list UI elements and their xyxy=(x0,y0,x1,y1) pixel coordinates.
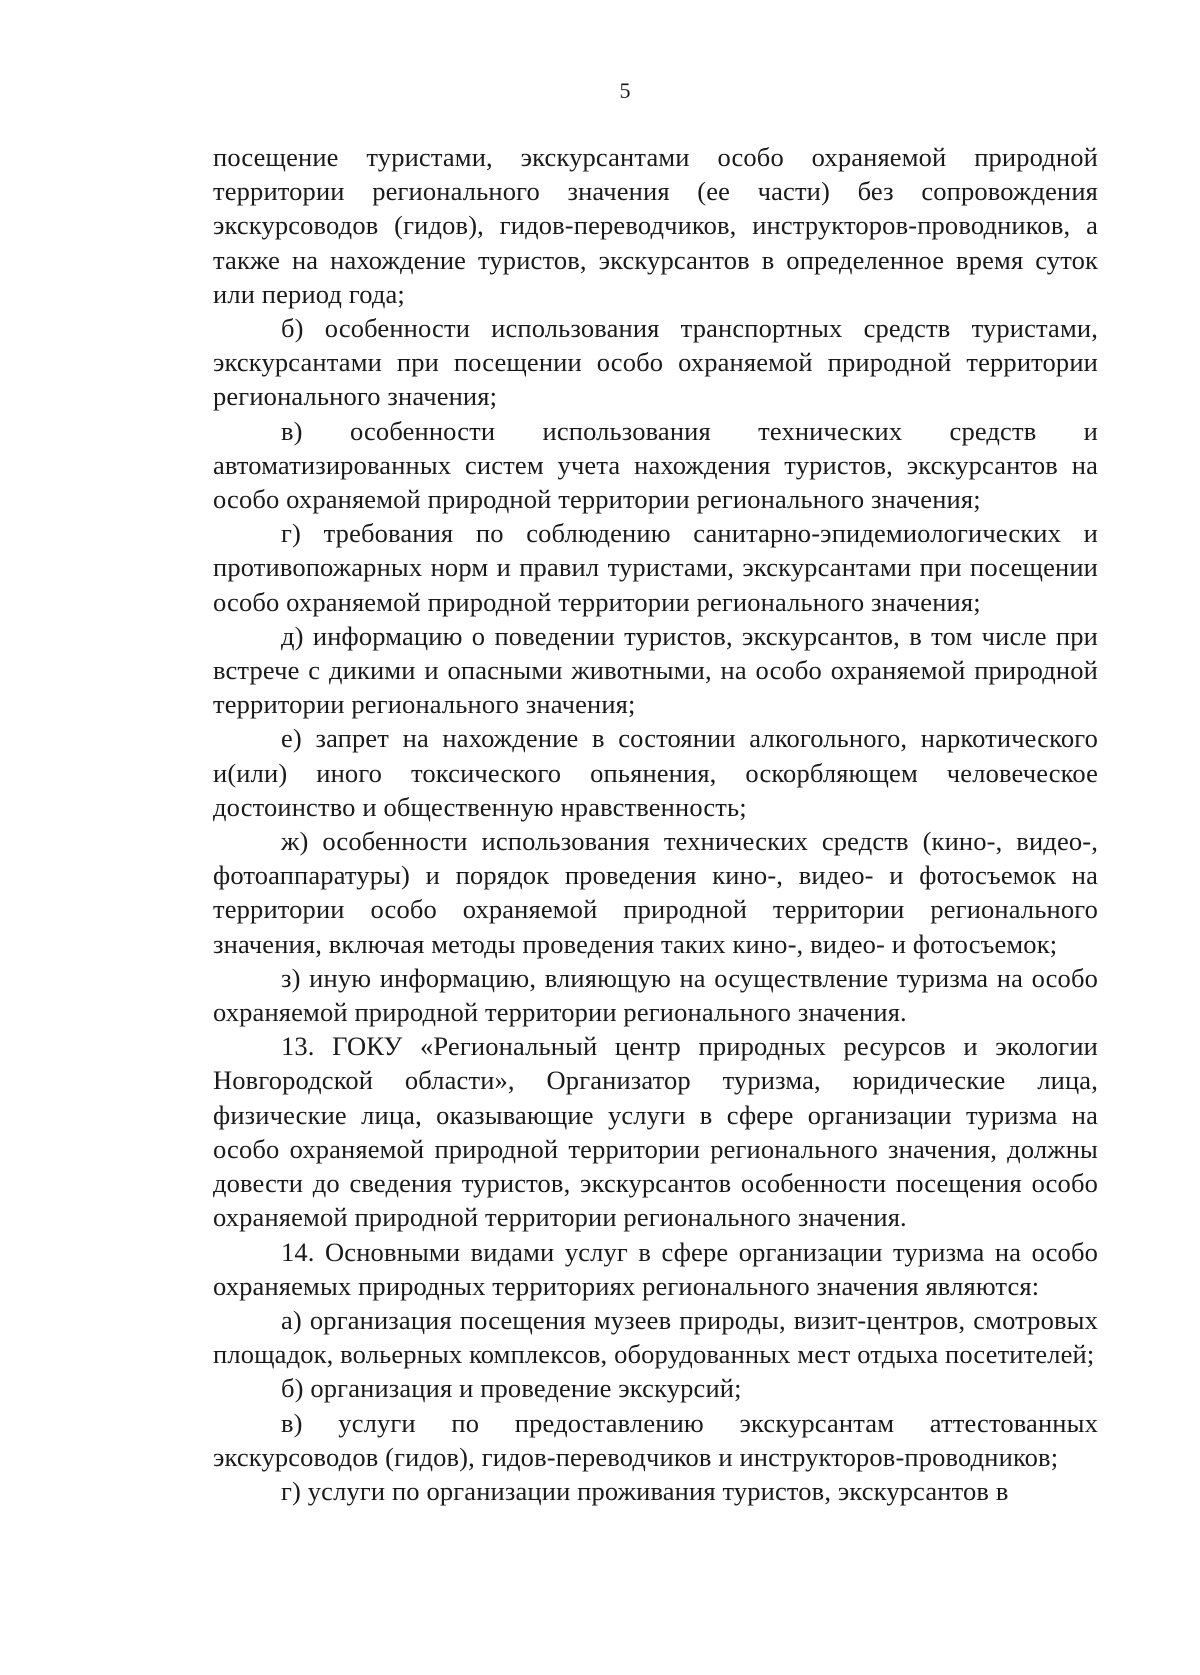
list-item-g-sanitary-requirements: г) требования по соблюдению санитарно-эпидемиологических и противопожарных норм и правил туристами, экскурсантами при посещении особо охраняемой природной территории регионального значения; xyxy=(213,518,1098,617)
list-item-a-visits: а) организация посещения музеев природы, визит-центров, смотровых площадок, вольерных комплексов, оборудованных мест отдыха посетителей; xyxy=(213,1304,1098,1370)
page-number: 5 xyxy=(619,78,631,103)
list-item-v-technical-means: в) особенности использования технических средств и автоматизированных систем учета нахождения туристов, экскурсантов на особо охраняемой природной территории регионального значения; xyxy=(213,415,1098,515)
paragraph-continuation: посещение туристами, экскурсантами особо охраняемой природной территории регионального значения (ее части) без сопровождения экскурсоводов (гидов), гидов-переводчиков, инструкторов-проводников, а также на нахождение туристов, экскурсантов в определенное время суток или период года; xyxy=(213,142,1098,309)
list-item-b-transport: б) особенности использования транспортных средств туристами, экскурсантами при посещении особо охраняемой природной территории регионального значения; xyxy=(213,313,1098,412)
list-item-e-intoxication-ban: е) запрет на нахождение в состоянии алкогольного, наркотического и(или) иного токсического опьянения, оскорбляющем человеческое достоинство и общественную нравственность; xyxy=(213,723,1098,822)
document-body xyxy=(213,140,1098,1508)
clause-13: 13. ГОКУ «Региональный центр природных ресурсов и экологии Новгородской области», Организатор туризма, юридические лица, физические лица, оказывающие услуги в сфере организации туризма на особо охраняемой природной территории регионального значения, должны довести до сведения туристов, экскурсантов особенности посещения особо охраняемой природной территории регионального значения. xyxy=(213,1031,1098,1233)
list-item-d-behavior-info: д) информацию о поведении туристов, экскурсантов, в том числе при встрече с дикими и опасными животными, на особо охраняемой природной территории регионального значения; xyxy=(213,620,1098,720)
list-item-g-accommodation: г) услуги по организации проживания туристов, экскурсантов в xyxy=(281,1475,1009,1506)
clause-14: 14. Основными видами услуг в сфере организации туризма на особо охраняемых природных территориях регионального значения являются: xyxy=(213,1236,1098,1301)
list-item-z-other-info: з) иную информацию, влияющую на осуществление туризма на особо охраняемой природной территории регионального значения. xyxy=(213,962,1098,1028)
list-item-zh-filming: ж) особенности использования технических средств (кино-, видео-, фотоаппаратуры) и порядок проведения кино-, видео- и фотосъемок на территории особо охраняемой природной территории регионального значения, включая методы проведения таких кино-, видео- и фотосъемок; xyxy=(213,826,1098,959)
list-item-v-guides: в) услуги по предоставлению экскурсантам аттестованных экскурсоводов (гидов), гидов-переводчиков и инструкторов-проводников; xyxy=(213,1407,1098,1472)
list-item-b-excursions: б) организация и проведение экскурсий; xyxy=(281,1373,742,1404)
